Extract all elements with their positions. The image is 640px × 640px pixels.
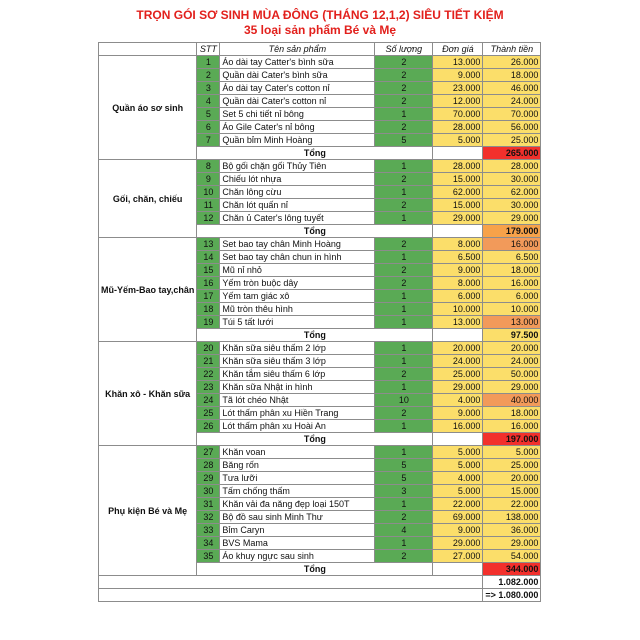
quantity-cell[interactable]: 1 [375,420,433,433]
amount-cell[interactable]: 29.000 [483,381,541,394]
product-name-cell[interactable]: Bỉm Caryn [220,524,375,537]
total-blank-cell [433,225,483,238]
amount-cell[interactable]: 18.000 [483,407,541,420]
product-name-cell[interactable]: Mũ tròn thêu hình [220,303,375,316]
unit-price-cell[interactable]: 4.000 [433,394,483,407]
unit-price-cell[interactable]: 20.000 [433,342,483,355]
product-name-cell[interactable]: Khăn sữa siêu thấm 2 lớp [220,342,375,355]
product-name-cell[interactable]: Lót thấm phân xu Hoài An [220,420,375,433]
quantity-cell[interactable]: 1 [375,355,433,368]
product-name-cell[interactable]: Tấm chống thấm [220,485,375,498]
quantity-cell[interactable]: 2 [375,368,433,381]
quantity-cell[interactable]: 1 [375,446,433,459]
stt-cell[interactable]: 20 [197,342,220,355]
stt-cell[interactable]: 24 [197,394,220,407]
amount-cell[interactable]: 30.000 [483,173,541,186]
stt-cell[interactable]: 13 [197,238,220,251]
quantity-cell[interactable]: 2 [375,95,433,108]
quantity-cell[interactable]: 2 [375,407,433,420]
quantity-cell[interactable]: 4 [375,524,433,537]
quantity-cell[interactable]: 1 [375,381,433,394]
amount-cell[interactable]: 46.000 [483,82,541,95]
product-name-cell[interactable]: Yếm tam giác xô [220,290,375,303]
quantity-cell[interactable]: 1 [375,342,433,355]
amount-cell[interactable]: 56.000 [483,121,541,134]
quantity-cell[interactable]: 1 [375,186,433,199]
final-total-row [99,589,541,602]
group-total-label: Tổng [197,147,433,160]
product-name-cell[interactable]: Bộ gối chặn gối Thủy Tiên [220,160,375,173]
stt-cell[interactable]: 26 [197,420,220,433]
stt-cell[interactable]: 10 [197,186,220,199]
unit-price-cell[interactable]: 5.000 [433,459,483,472]
sheet-subtitle: 35 loại sản phẩm Bé và Mẹ [243,23,397,37]
quantity-cell[interactable]: 1 [375,108,433,121]
quantity-cell[interactable]: 1 [375,316,433,329]
quantity-cell[interactable]: 2 [375,264,433,277]
unit-price-cell[interactable]: 12.000 [433,95,483,108]
unit-price-cell[interactable]: 29.000 [433,212,483,225]
unit-price-cell[interactable]: 8.000 [433,277,483,290]
stt-cell[interactable]: 6 [197,121,220,134]
product-name-cell[interactable]: Yếm tròn buộc dây [220,277,375,290]
quantity-cell[interactable]: 2 [375,277,433,290]
product-name-cell[interactable]: Lót thấm phân xu Hiền Trang [220,407,375,420]
group-total-value[interactable]: 265.000 [483,147,541,160]
quantity-cell[interactable]: 1 [375,212,433,225]
quantity-cell[interactable]: 2 [375,238,433,251]
product-name-cell[interactable]: Set 5 chi tiết nỉ bông [220,108,375,121]
unit-price-cell[interactable]: 16.000 [433,420,483,433]
amount-cell[interactable]: 16.000 [483,420,541,433]
unit-price-cell[interactable]: 6.000 [433,290,483,303]
table-row [99,160,541,173]
grand-total-value[interactable]: 1.082.000 [483,576,541,589]
total-blank-cell [433,147,483,160]
unit-price-cell[interactable]: 24.000 [433,355,483,368]
product-name-cell[interactable]: Áo Gile Cater's nỉ bông [220,121,375,134]
stt-cell[interactable]: 28 [197,459,220,472]
quantity-cell[interactable]: 2 [375,550,433,563]
stt-cell[interactable]: 11 [197,199,220,212]
product-name-cell[interactable]: Quần bỉm Minh Hoàng [220,134,375,147]
quantity-cell[interactable]: 1 [375,303,433,316]
header-unit-price: Đơn giá [433,43,483,56]
category-cell: Quần áo sơ sinh [99,56,197,160]
quantity-cell[interactable]: 5 [375,459,433,472]
product-name-cell[interactable]: Khăn tắm siêu thấm 6 lớp [220,368,375,381]
product-name-cell[interactable]: Khăn sữa siêu thấm 3 lớp [220,355,375,368]
unit-price-cell[interactable]: 13.000 [433,56,483,69]
stt-cell[interactable]: 22 [197,368,220,381]
stt-cell[interactable]: 21 [197,355,220,368]
amount-cell[interactable]: 10.000 [483,303,541,316]
quantity-cell[interactable]: 1 [375,251,433,264]
unit-price-cell[interactable]: 9.000 [433,264,483,277]
stt-cell[interactable]: 12 [197,212,220,225]
table-row [99,56,541,69]
quantity-cell[interactable]: 1 [375,498,433,511]
product-name-cell[interactable]: Túi 5 tất lưới [220,316,375,329]
unit-price-cell[interactable]: 9.000 [433,407,483,420]
quantity-cell[interactable]: 5 [375,472,433,485]
product-name-cell[interactable]: Set bao tay chân Minh Hoàng [220,238,375,251]
quantity-cell[interactable]: 2 [375,173,433,186]
stt-cell[interactable]: 19 [197,316,220,329]
stt-cell[interactable]: 3 [197,82,220,95]
product-name-cell[interactable]: Mũ nỉ nhỏ [220,264,375,277]
stt-cell[interactable]: 14 [197,251,220,264]
grand-total-row [99,576,541,589]
quantity-cell[interactable]: 2 [375,121,433,134]
stt-cell[interactable]: 15 [197,264,220,277]
unit-price-cell[interactable]: 29.000 [433,381,483,394]
amount-cell[interactable]: 70.000 [483,108,541,121]
corner-cell [99,43,197,56]
stt-cell[interactable]: 2 [197,69,220,82]
amount-cell[interactable]: 13.000 [483,316,541,329]
amount-cell[interactable]: 16.000 [483,238,541,251]
stt-cell[interactable]: 5 [197,108,220,121]
quantity-cell[interactable]: 2 [375,82,433,95]
product-name-cell[interactable]: Áo khuy ngực sau sinh [220,550,375,563]
quantity-cell[interactable]: 1 [375,160,433,173]
product-name-cell[interactable]: Khăn voan [220,446,375,459]
amount-cell[interactable]: 30.000 [483,199,541,212]
table-row [99,342,541,355]
amount-cell[interactable]: 16.000 [483,277,541,290]
stt-cell[interactable]: 33 [197,524,220,537]
unit-price-cell[interactable]: 29.000 [433,537,483,550]
amount-cell[interactable]: 24.000 [483,95,541,108]
amount-cell[interactable]: 36.000 [483,524,541,537]
total-blank-cell [433,563,483,576]
unit-price-cell[interactable]: 5.000 [433,134,483,147]
table-row [99,446,541,459]
header-row [99,43,541,56]
quantity-cell[interactable]: 2 [375,56,433,69]
final-total-value[interactable]: => 1.080.000 [483,589,541,602]
amount-cell[interactable]: 22.000 [483,498,541,511]
stt-cell[interactable]: 4 [197,95,220,108]
quantity-cell[interactable]: 2 [375,69,433,82]
category-cell: Khăn xô - Khăn sữa [99,342,197,446]
total-blank-cell [433,433,483,446]
sheet-title: TRỌN GÓI SƠ SINH MÙA ĐÔNG (THÁNG 12,1,2) SIÊU TIẾT KIỆM [136,8,504,22]
stt-cell[interactable]: 34 [197,537,220,550]
product-name-cell[interactable]: Chăn lông cừu [220,186,375,199]
amount-cell[interactable]: 62.000 [483,186,541,199]
amount-cell[interactable]: 6.000 [483,290,541,303]
stt-cell[interactable]: 31 [197,498,220,511]
unit-price-cell[interactable]: 23.000 [433,82,483,95]
stt-cell[interactable]: 32 [197,511,220,524]
group-total-value[interactable]: 179.000 [483,225,541,238]
stt-cell[interactable]: 9 [197,173,220,186]
stt-cell[interactable]: 27 [197,446,220,459]
quantity-cell[interactable]: 1 [375,537,433,550]
stt-cell[interactable]: 17 [197,290,220,303]
stt-cell[interactable]: 8 [197,160,220,173]
quantity-cell[interactable]: 2 [375,511,433,524]
product-name-cell[interactable]: BVS Mama [220,537,375,550]
group-total-label: Tổng [197,563,433,576]
product-name-cell[interactable]: Chăn lót quấn nỉ [220,199,375,212]
header-amount: Thành tiền [483,43,541,56]
stt-cell[interactable]: 7 [197,134,220,147]
price-table [98,42,541,602]
category-cell: Phụ kiện Bé và Mẹ [99,446,197,576]
amount-cell[interactable]: 6.500 [483,251,541,264]
unit-price-cell[interactable]: 15.000 [433,199,483,212]
stt-cell[interactable]: 25 [197,407,220,420]
unit-price-cell[interactable]: 27.000 [433,550,483,563]
unit-price-cell[interactable]: 13.000 [433,316,483,329]
amount-cell[interactable]: 29.000 [483,537,541,550]
unit-price-cell[interactable]: 22.000 [433,498,483,511]
product-name-cell[interactable]: Áo dài tay Catter's bình sữa [220,56,375,69]
unit-price-cell[interactable]: 5.000 [433,446,483,459]
amount-cell[interactable]: 20.000 [483,342,541,355]
stt-cell[interactable]: 16 [197,277,220,290]
unit-price-cell[interactable]: 62.000 [433,186,483,199]
unit-price-cell[interactable]: 4.000 [433,472,483,485]
category-cell: Mũ-Yếm-Bao tay,chân [99,238,197,342]
product-name-cell[interactable]: Chiếu lót nhựa [220,173,375,186]
stt-cell[interactable]: 1 [197,56,220,69]
unit-price-cell[interactable]: 28.000 [433,121,483,134]
stt-cell[interactable]: 18 [197,303,220,316]
amount-cell[interactable]: 54.000 [483,550,541,563]
total-blank-cell [433,329,483,342]
stt-cell[interactable]: 23 [197,381,220,394]
product-name-cell[interactable]: Băng rốn [220,459,375,472]
amount-cell[interactable]: 18.000 [483,264,541,277]
amount-cell[interactable]: 138.000 [483,511,541,524]
grand-total-spacer [99,576,483,589]
header-quantity: Số lượng [375,43,433,56]
amount-cell[interactable]: 29.000 [483,212,541,225]
table-row [99,238,541,251]
quantity-cell[interactable]: 5 [375,134,433,147]
amount-cell[interactable]: 5.000 [483,446,541,459]
product-name-cell[interactable]: Quần dài Cater's bình sữa [220,69,375,82]
stt-cell[interactable]: 35 [197,550,220,563]
product-name-cell[interactable]: Tã lót chéo Nhật [220,394,375,407]
amount-cell[interactable]: 20.000 [483,472,541,485]
stt-cell[interactable]: 29 [197,472,220,485]
unit-price-cell[interactable]: 25.000 [433,368,483,381]
quantity-cell[interactable]: 1 [375,290,433,303]
quantity-cell[interactable]: 2 [375,199,433,212]
product-name-cell[interactable]: Khăn sữa Nhật in hình [220,381,375,394]
amount-cell[interactable]: 15.000 [483,485,541,498]
amount-cell[interactable]: 40.000 [483,394,541,407]
amount-cell[interactable]: 26.000 [483,56,541,69]
group-total-label: Tổng [197,433,433,446]
amount-cell[interactable]: 28.000 [483,160,541,173]
unit-price-cell[interactable]: 70.000 [433,108,483,121]
unit-price-cell[interactable]: 8.000 [433,238,483,251]
group-total-value[interactable]: 344.000 [483,563,541,576]
unit-price-cell[interactable]: 10.000 [433,303,483,316]
quantity-cell[interactable]: 3 [375,485,433,498]
amount-cell[interactable]: 25.000 [483,134,541,147]
unit-price-cell[interactable]: 15.000 [433,173,483,186]
unit-price-cell[interactable]: 9.000 [433,69,483,82]
group-total-label: Tổng [197,329,433,342]
unit-price-cell[interactable]: 5.000 [433,485,483,498]
stt-cell[interactable]: 30 [197,485,220,498]
header-stt: STT [197,43,220,56]
product-name-cell[interactable]: Set bao tay chân chun in hình [220,251,375,264]
unit-price-cell[interactable]: 28.000 [433,160,483,173]
unit-price-cell[interactable]: 69.000 [433,511,483,524]
unit-price-cell[interactable]: 9.000 [433,524,483,537]
final-total-spacer [99,589,483,602]
product-name-cell[interactable]: Khăn vải đa năng đẹp loại 150T [220,498,375,511]
amount-cell[interactable]: 24.000 [483,355,541,368]
unit-price-cell[interactable]: 6.500 [433,251,483,264]
product-name-cell[interactable]: Áo dài tay Cater's cotton nỉ [220,82,375,95]
amount-cell[interactable]: 50.000 [483,368,541,381]
amount-cell[interactable]: 18.000 [483,69,541,82]
product-name-cell[interactable]: Bộ đồ sau sinh Minh Thư [220,511,375,524]
product-name-cell[interactable]: Tưa lưỡi [220,472,375,485]
amount-cell[interactable]: 25.000 [483,459,541,472]
product-name-cell[interactable]: Quần dài Cater's cotton nỉ [220,95,375,108]
quantity-cell[interactable]: 10 [375,394,433,407]
header-product-name: Tên sản phẩm [220,43,375,56]
product-name-cell[interactable]: Chăn ủ Cater's lông tuyết [220,212,375,225]
group-total-value[interactable]: 97.500 [483,329,541,342]
category-cell: Gối, chăn, chiếu [99,160,197,238]
group-total-value[interactable]: 197.000 [483,433,541,446]
group-total-label: Tổng [197,225,433,238]
